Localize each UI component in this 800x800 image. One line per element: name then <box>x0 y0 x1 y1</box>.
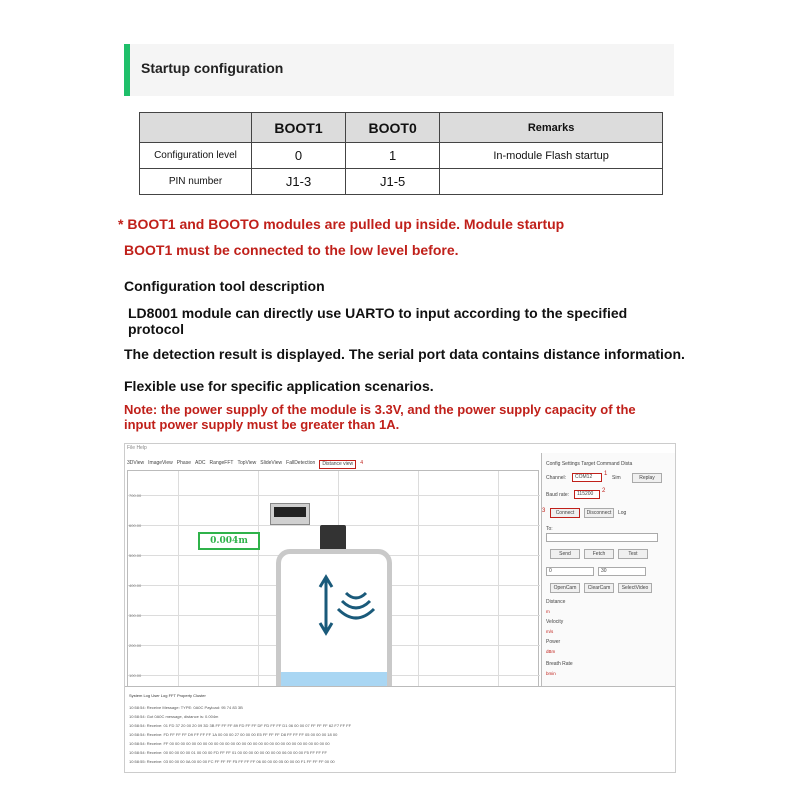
clearcam-button[interactable]: ClearCam <box>584 583 614 593</box>
distance-readout: 0.004m <box>198 532 260 550</box>
replay-button[interactable]: Replay <box>632 473 662 483</box>
table-cell-boot1: 0 <box>252 143 346 169</box>
tab-marker: 4 <box>360 460 363 466</box>
table-cell-remark <box>440 169 663 195</box>
tab-distance-view[interactable]: Distance view <box>319 460 356 469</box>
tab-falldetection[interactable]: FallDetection <box>286 460 316 466</box>
channel-label: Channel: <box>546 475 567 481</box>
tab-slideview[interactable]: SlideView <box>260 460 283 466</box>
config-panel <box>541 453 675 694</box>
send-button[interactable]: Send <box>550 549 580 559</box>
y-tick-label: 300.00 <box>129 613 142 618</box>
desc-line3: Flexible use for specific application scenarios. <box>124 378 434 394</box>
log-line: 10:58:54: Receive: FD FF FF FF D9 FF FF FF 1A 00 00 00 27 00 00 00 E5 FF FF FF D8 FF FF FF 05 00 00 00 18 00 <box>129 732 338 737</box>
velocity-unit: m/s <box>546 629 554 634</box>
sim-checkbox[interactable]: Sim <box>612 475 621 481</box>
distance-unit: m <box>546 609 550 614</box>
wave-icon <box>298 571 388 641</box>
tool-title: Configuration tool description <box>124 278 325 294</box>
y-tick-label: 500.00 <box>129 553 142 558</box>
boot-note-line1: * BOOT1 and BOOTO modules are pulled up inside. Module startup <box>118 216 565 232</box>
table-cell-boot0: J1-5 <box>346 169 440 195</box>
channel-select[interactable]: COM12 <box>572 473 602 482</box>
tab-phase[interactable]: Phase <box>176 460 191 466</box>
log-panel <box>125 686 676 773</box>
config-table <box>139 112 663 195</box>
distance-label: Distance <box>546 599 566 605</box>
table-header-cell: Remarks <box>440 113 663 143</box>
log-line: 10:58:54: Got 0A0C message, distance is: 0.004m <box>129 714 219 719</box>
table-header-cell: BOOT0 <box>346 113 440 143</box>
connect-button[interactable]: Connect <box>550 508 580 518</box>
tab-3dview[interactable]: 3DView <box>127 460 145 466</box>
test-button[interactable]: Test <box>618 549 648 559</box>
power-warning-line2: input power supply must be greater than 1A. <box>124 417 400 432</box>
sensor-display-icon <box>274 507 306 517</box>
grid-line <box>258 471 259 695</box>
section-accent-bar <box>124 44 130 96</box>
log-line: 10:58:54: Receive: 01 FD 37 20 00 20 09 3D 3B FF FF FF 89 FD FF FF DF FD FF FF D1 06 00 00 07 FF FF FF 62 F7 FF FF <box>129 723 352 728</box>
velocity-label: Velocity <box>546 619 564 625</box>
desc-line1a: LD8001 module can directly use UARTO to input according to the specified <box>128 305 628 321</box>
disconnect-button[interactable]: Disconnect <box>584 508 614 518</box>
grid-line <box>128 495 540 496</box>
section-title: Startup configuration <box>141 60 284 76</box>
app-menubar[interactable]: File Help <box>127 445 147 451</box>
tab-topview[interactable]: TopView <box>237 460 257 466</box>
panel-tabs[interactable]: Config Settings Target Command Dista <box>546 461 633 467</box>
table-cell-boot0: 1 <box>346 143 440 169</box>
view-tabs <box>127 460 537 469</box>
baud-select[interactable]: 115200 <box>574 490 600 499</box>
connect-marker: 3 <box>542 508 546 514</box>
table-row <box>140 169 663 195</box>
tab-adc[interactable]: ADC <box>194 460 206 466</box>
desc-line2: The detection result is displayed. The serial port data contains distance information. <box>124 346 685 362</box>
to-label: To: <box>546 526 553 532</box>
table-cell-boot1: J1-3 <box>252 169 346 195</box>
grid-line <box>498 471 499 695</box>
to-input[interactable] <box>546 533 658 542</box>
log-line: 10:58:54: Receive Message: TYPE: 0A0C Payload: 95 74 83 3B <box>129 705 243 710</box>
grid-line <box>418 471 419 695</box>
log-checkbox[interactable]: Log <box>618 510 627 516</box>
start-spinbox[interactable]: 0 <box>546 567 594 576</box>
fetch-button[interactable]: Fetch <box>584 549 614 559</box>
log-line: 10:58:55: Receive: 03 00 00 00 0A 00 00 00 FC FF FF FF F5 FF FF FF 06 00 00 00 05 00 00 00 F1 FF FF FF 00 00 <box>129 759 335 764</box>
tool-screenshot <box>124 443 676 773</box>
log-line: 10:58:54: Receive: 00 00 00 00 00 01 00 00 00 FD FF FF 01 00 00 00 00 00 00 00 00 06 00 00 00 F5 FF FF FF <box>129 750 327 755</box>
y-tick-label: 100.00 <box>129 673 142 678</box>
log-line: 10:58:54: Receive: FF 00 00 00 00 00 00 00 00 00 00 00 00 00 00 00 00 00 00 00 00 00 00 00 00 00 00 00 00 00 <box>129 741 330 746</box>
power-label: Power <box>546 639 561 645</box>
baud-label: Baud rate: <box>546 492 570 498</box>
table-header-row <box>140 113 663 143</box>
end-spinbox[interactable]: 30 <box>598 567 646 576</box>
power-warning-line1: Note: the power supply of the module is 3.3V, and the power supply capacity of the <box>124 402 636 417</box>
grid-line <box>178 471 179 695</box>
y-tick-label: 400.00 <box>129 583 142 588</box>
table-cell-label: PIN number <box>140 169 252 195</box>
table-cell-remark: In-module Flash startup <box>440 143 663 169</box>
opencam-button[interactable]: OpenCam <box>550 583 580 593</box>
selectvideo-button[interactable]: SelectVideo <box>618 583 652 593</box>
desc-line1b: protocol <box>128 321 184 337</box>
tab-imageview[interactable]: ImageView <box>148 460 173 466</box>
table-row <box>140 143 663 169</box>
baud-marker: 2 <box>602 488 606 494</box>
breath-label: Breath Rate <box>546 661 573 667</box>
table-header-cell: BOOT1 <box>252 113 346 143</box>
y-tick-label: 200.00 <box>129 643 142 648</box>
y-tick-label: 600.00 <box>129 523 142 528</box>
channel-marker: 1 <box>604 471 608 477</box>
table-header-cell <box>140 113 252 143</box>
boot-note-line2: BOOT1 must be connected to the low level before. <box>124 242 459 258</box>
power-unit: dBm <box>546 649 556 654</box>
breath-unit: bmin <box>546 671 556 676</box>
distance-plot <box>127 470 539 694</box>
y-tick-label: 700.00 <box>129 493 142 498</box>
log-tabs[interactable]: System Log User Log FFT Property Cluster <box>129 693 206 698</box>
table-cell-label: Configuration level <box>140 143 252 169</box>
tab-rangefft[interactable]: RangeFFT <box>209 460 234 466</box>
